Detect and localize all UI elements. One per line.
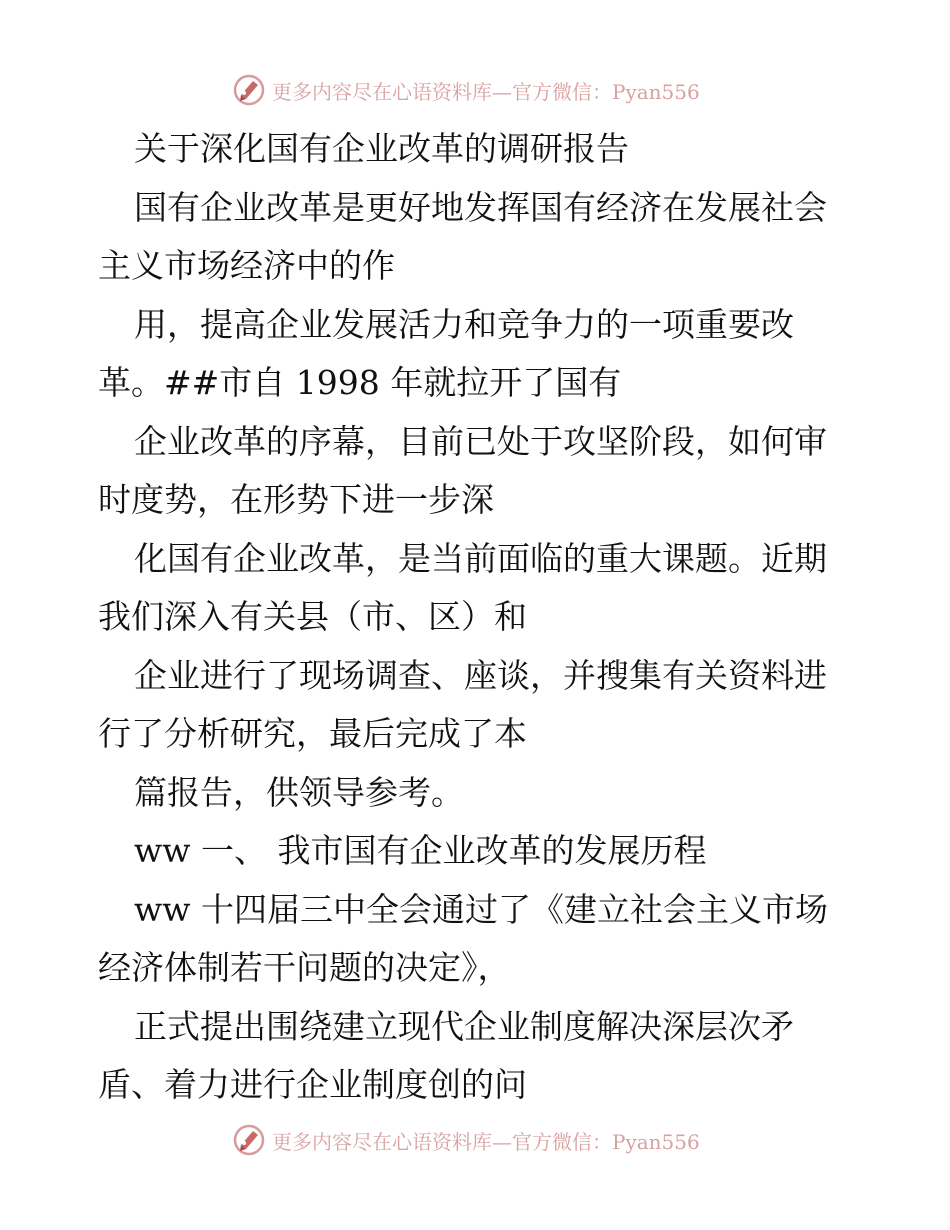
paragraph-line: 篇报告，供领导参考。	[134, 772, 464, 812]
pen-logo-icon	[232, 73, 266, 107]
paragraph-line: 经济体制若干问题的决定》，	[98, 948, 511, 987]
paragraph-line: 化国有企业改革，是当前面临的重大课题。近期	[134, 538, 827, 578]
document-title: 关于深化国有企业改革的调研报告	[134, 129, 629, 168]
paragraph-line: 企业改革的序幕，目前已处于攻坚阶段，如何审	[134, 421, 827, 461]
paragraph-line: 我们深入有关县（市、区）和	[98, 597, 527, 636]
paragraph-line: 企业进行了现场调查、座谈，并搜集有关资料进	[134, 655, 827, 695]
footer-watermark	[232, 1120, 700, 1160]
paragraph-line: 主义市场经济中的作	[98, 246, 395, 285]
watermark-text: 更多内容尽在心语资料库—官方微信：Pyan556	[272, 1129, 700, 1154]
paragraph-line: ww 十四届三中全会通过了《建立社会主义市场	[134, 889, 828, 929]
paragraph-line: 正式提出围绕建立现代企业制度解决深层次矛	[134, 1006, 794, 1046]
paragraph-line: 用，提高企业发展活力和竞争力的一项重要改	[134, 304, 794, 344]
pen-logo-icon	[232, 1123, 266, 1157]
watermark-text: 更多内容尽在心语资料库—官方微信：Pyan556	[272, 79, 700, 104]
section-heading: ww 一、 我市国有企业改革的发展历程	[134, 831, 707, 870]
paragraph-line: 盾、着力进行企业制度创的问	[98, 1065, 527, 1104]
document-body	[98, 120, 868, 1115]
paragraph-line: 时度势，在形势下进一步深	[98, 480, 494, 519]
header-watermark	[232, 70, 700, 110]
paragraph-line: 国有企业改革是更好地发挥国有经济在发展社会	[134, 187, 827, 227]
paragraph-line: 行了分析研究，最后完成了本	[98, 714, 527, 753]
paragraph-line: 革。##市自 1998 年就拉开了国有	[98, 363, 622, 402]
